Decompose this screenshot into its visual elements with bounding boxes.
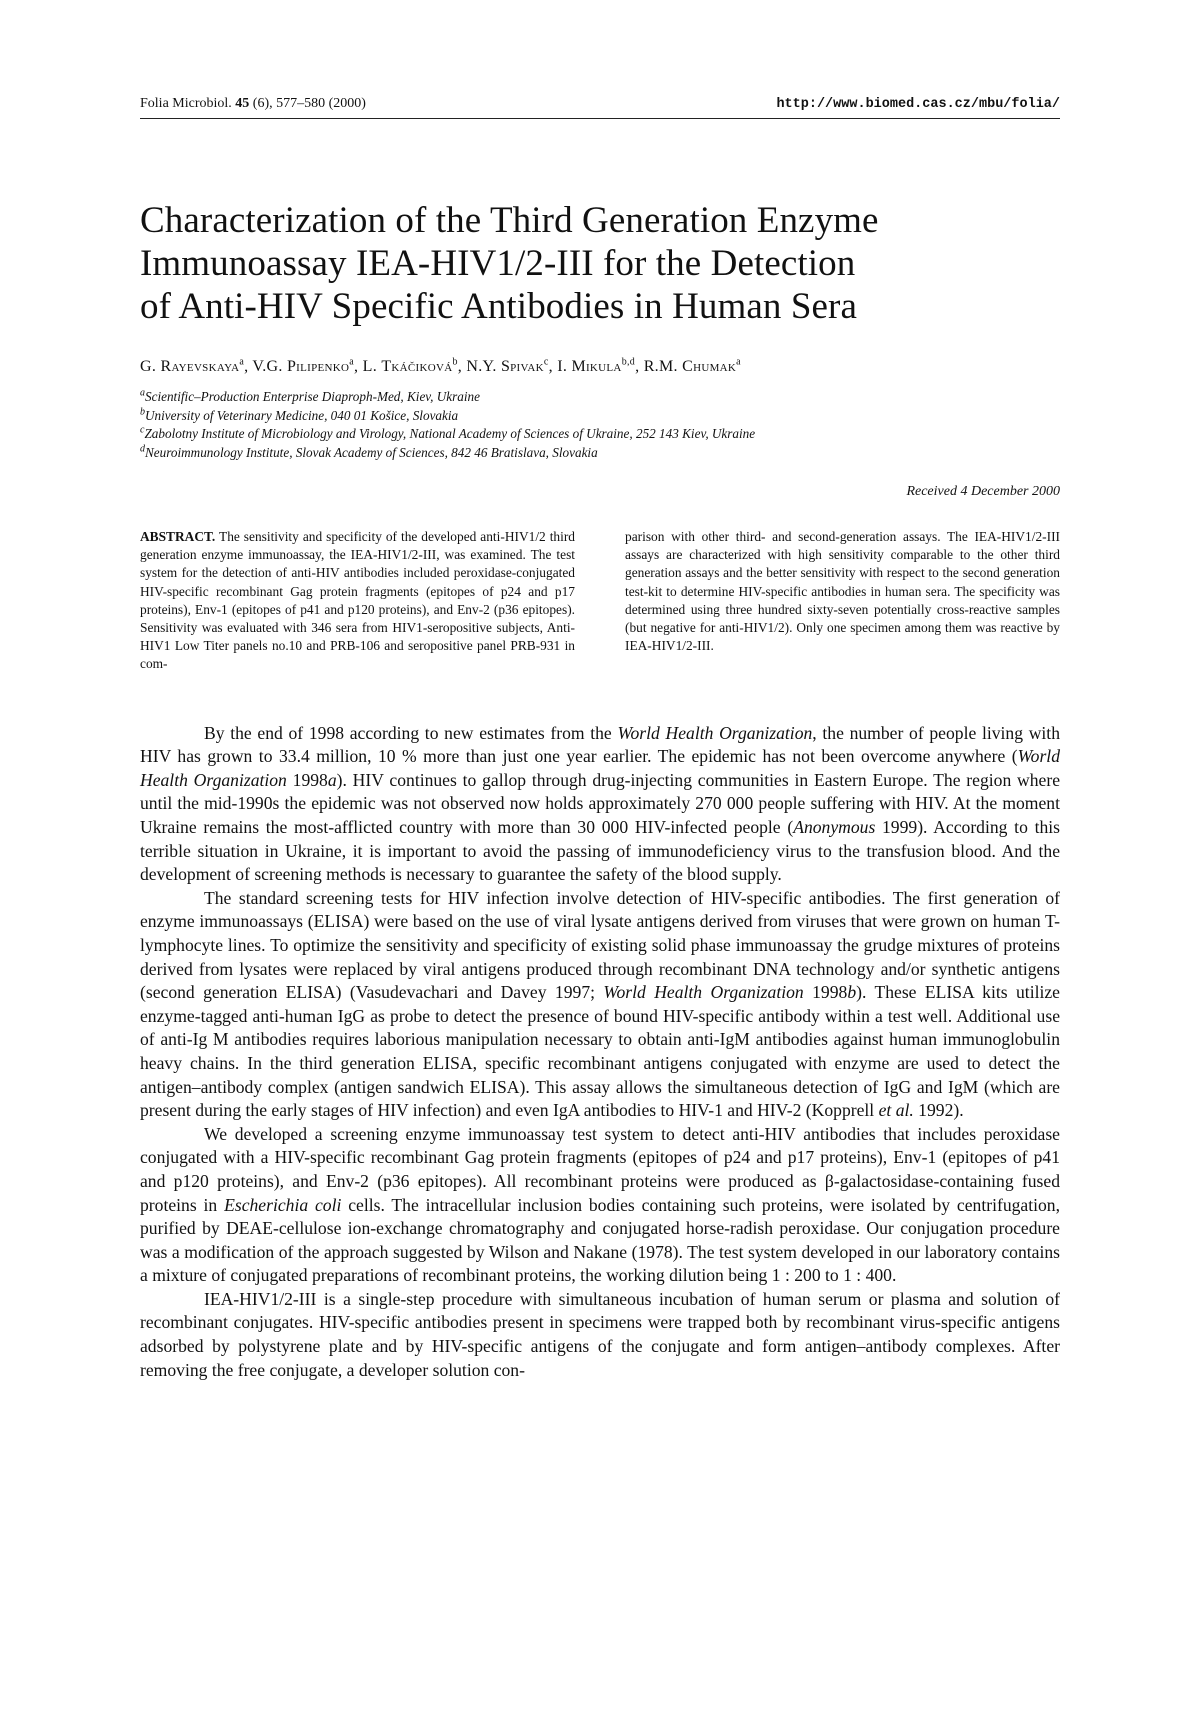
- affiliation: [140, 407, 1060, 426]
- affiliation: [140, 444, 1060, 463]
- author-surname: Spivak: [500, 358, 544, 375]
- italic-term: World Health Organization: [617, 722, 813, 743]
- abstract-column-left: [140, 528, 575, 674]
- journal-volume: 45: [235, 96, 250, 111]
- received-date: Received 4 December 2000: [906, 484, 1060, 499]
- title-line: Immunoassay IEA-HIV1/2-III for the Detection: [140, 243, 856, 284]
- abstract: [140, 528, 1060, 674]
- title-line: of Anti-HIV Specific Antibodies in Human Sera: [140, 286, 857, 327]
- affiliation-mark: b: [140, 406, 145, 418]
- affiliation-mark: d: [140, 443, 145, 455]
- author-affiliation-mark: a: [349, 356, 355, 368]
- author-list: G. Rayevskaya$^a$, V.G. Pilipenko$^a$, L. Tkáčiková$^b$, N.Y. Spivak$^c$, I. Mikula$^{b,d}$, R.M. Chumak$^a$: [140, 356, 741, 375]
- italic-term: World Health Organization: [140, 746, 1060, 790]
- running-header: [140, 96, 1060, 119]
- affiliation: [140, 388, 1060, 407]
- abstract-column-right: [625, 528, 1060, 674]
- italic-term: World Health Organization: [603, 982, 804, 1003]
- body-paragraph: We developed a screening enzyme immunoassay test system to detect anti-HIV antibodies that includes peroxidase conjugated with a HIV-specific recombinant Gag protein fragments (epitopes of p24 and p17 proteins), Env-1 (epitopes of p41 and p120 proteins), and Env-2 (p36 epitopes). All recombinant proteins were produced as β-galactosidase-containing fused proteins in Escherichia coli cells. The intracellular inclusion bodies containing such proteins, were isolated by centrifugation, purified by DEAE-cellulose ion-exchange chromatography and conjugated horse-radish peroxidase. Our conjugation procedure was a modification of the approach suggested by Wilson and Nakane (1978). The test system developed in our laboratory contains a mixture of conjugated preparations of recombinant proteins, the working dilution being 1 : 200 to 1 : 400.: [140, 1123, 1060, 1286]
- author-surname: Rayevskaya: [160, 358, 240, 375]
- affiliation-text: Neuroimmunology Institute, Slovak Academy of Sciences, 842 46 Bratislava, Slovakia: [145, 444, 598, 460]
- author: [363, 358, 458, 375]
- affiliation-text: Zabolotny Institute of Microbiology and Virology, National Academy of Sciences of Ukraine, 252 143 Kiev, Ukraine: [144, 426, 756, 441]
- abstract-text: parison with other third- and second-generation assays. The IEA-HIV1/2-III assays are characterized with high sensitivity comparable to the other third generation assays and the better sensitivity with respect to the second generation test-kit to determine HIV-specific antibodies in human sera. The specificity was determined using three hundred sixty-seven potentially cross-reactive samples (but negative for anti-HIV1/2). Only one specimen among them was reactive by IEA-HIV1/2-III.: [625, 529, 1060, 654]
- italic-term: Escherichia coli: [224, 1194, 342, 1215]
- author-affiliation-mark: c: [543, 356, 549, 368]
- abstract-label: ABSTRACT.: [140, 529, 216, 544]
- journal-url-link[interactable]: http://www.biomed.cas.cz/mbu/folia/: [776, 97, 1060, 112]
- journal-citation: [140, 96, 366, 112]
- affiliation: [140, 425, 1060, 444]
- italic-term: Anonymous: [793, 817, 876, 837]
- journal-issue-pages: (6), 577–580 (2000): [252, 96, 366, 111]
- author-surname: Pilipenko: [286, 358, 350, 375]
- italic-term: b: [847, 982, 857, 1003]
- author-initials: G.: [140, 358, 161, 375]
- author-affiliation-mark: a: [736, 356, 741, 368]
- author-affiliation-mark: a: [239, 356, 245, 368]
- author-initials: I.: [557, 358, 572, 375]
- abstract-text: The sensitivity and specificity of the developed anti-HIV1/2 third generation enzyme immunoassay, the IEA-HIV1/2-III, was examined. The test system for the detection of anti-HIV antibodies included peroxidase-conjugated HIV-specific recombinant Gag protein fragments (epitopes of p24 and p17 proteins), Env-1 (epitopes of p41 and p120 proteins), and Env-2 (p36 epitopes). Sensitivity was evaluated with 346 sera from HIV1-seropositive subjects, Anti-HIV1 Low Titer panels no.10 and PRB-106 and seropositive panel PRB-931 in com-: [140, 529, 575, 672]
- body-paragraph: IEA-HIV1/2-III is a single-step procedure with simultaneous incubation of human serum or plasma and solution of recombinant conjugates. HIV-specific antibodies present in specimens were trapped both by recombinant virus-specific antigens adsorbed by polystyrene plate and by HIV-specific antigens of the conjugate and form antigen–antibody complexes. After removing the free conjugate, a developer solution con-: [140, 1288, 1060, 1380]
- author-affiliation-mark: b: [452, 356, 458, 368]
- author-surname: Tkáčiková: [381, 358, 453, 375]
- author-initials: L.: [362, 358, 382, 375]
- affiliation-mark: c: [140, 424, 145, 436]
- author: [140, 358, 244, 375]
- journal-name: Folia Microbiol.: [140, 96, 232, 111]
- journal-page: [140, 96, 1060, 1382]
- body-paragraph: The standard screening tests for HIV infection involve detection of HIV-specific antibodies. The first generation of enzyme immunoassays (ELISA) were based on the use of viral lysate antigens derived from viruses that were grown on human T-lymphocyte lines. To optimize the sensitivity and specificity of existing solid phase immunoassay the grudge mixtures of proteins derived from lysates were replaced by viral antigens produced through recombinant DNA technology and/or synthetic antigens (second generation ELISA) (Vasudevachari and Davey 1997; World Health Organization 1998b). These ELISA kits utilize enzyme-tagged anti-human IgG as probe to detect the presence of bound HIV-specific antibody within a test well. Additional use of anti-Ig M antibodies requires laborious manipulation necessary to obtain anti-IgM antibodies against human immunoglobulin heavy chains. In the third generation ELISA, specific recombinant antigens conjugated with enzyme are used to detect the antigen–antibody complex (antigen sandwich ELISA). This assay allows the simultaneous detection of IgG and IgM (which are present during the early stages of HIV infection) and even IgA antibodies to HIV-1 and HIV-2 (Kopprell et al. 1992).: [140, 887, 1060, 1121]
- affiliation-list: [140, 388, 1060, 462]
- author: [644, 358, 741, 375]
- title-line: Characterization of the Third Generation Enzyme: [140, 200, 879, 241]
- affiliation-text: Scientific–Production Enterprise Diaproph-Med, Kiev, Ukraine: [145, 389, 480, 404]
- article-title: [140, 199, 960, 328]
- italic-term: a: [327, 769, 337, 790]
- author-surname: Mikula: [571, 358, 622, 375]
- affiliation-mark: a: [140, 387, 145, 399]
- article-body: [140, 722, 1060, 1383]
- author: [466, 358, 548, 375]
- author-initials: V.G.: [252, 358, 287, 375]
- italic-term: et al.: [878, 1100, 914, 1121]
- author: [557, 358, 635, 375]
- author-affiliation-mark: b,d: [621, 356, 636, 368]
- affiliation-text: University of Veterinary Medicine, 040 01 Košice, Slovakia: [145, 407, 459, 423]
- author-surname: Chumak: [682, 358, 737, 375]
- author: [252, 358, 354, 375]
- body-paragraph: By the end of 1998 according to new estimates from the World Health Organization, the number of people living with HIV has grown to 33.4 million, 10 % more than just one year earlier. The epidemic has not been overcome anywhere (World Health Organization 1998a). HIV continues to gallop through drug-injecting communities in Eastern Europe. The region where until the mid-1990s the epidemic was not observed now holds approximately 270 000 people suffering with HIV. At the moment Ukraine remains the most-afflicted country with more than 30 000 HIV-infected people (Anonymous 1999). According to this terrible situation in Ukraine, it is important to avoid the passing of immunodeficiency virus to the transfusion blood. And the development of screening methods is necessary to guarantee the safety of the blood supply.: [140, 722, 1061, 885]
- author-initials: N.Y.: [466, 358, 501, 375]
- author-initials: R.M.: [643, 358, 683, 375]
